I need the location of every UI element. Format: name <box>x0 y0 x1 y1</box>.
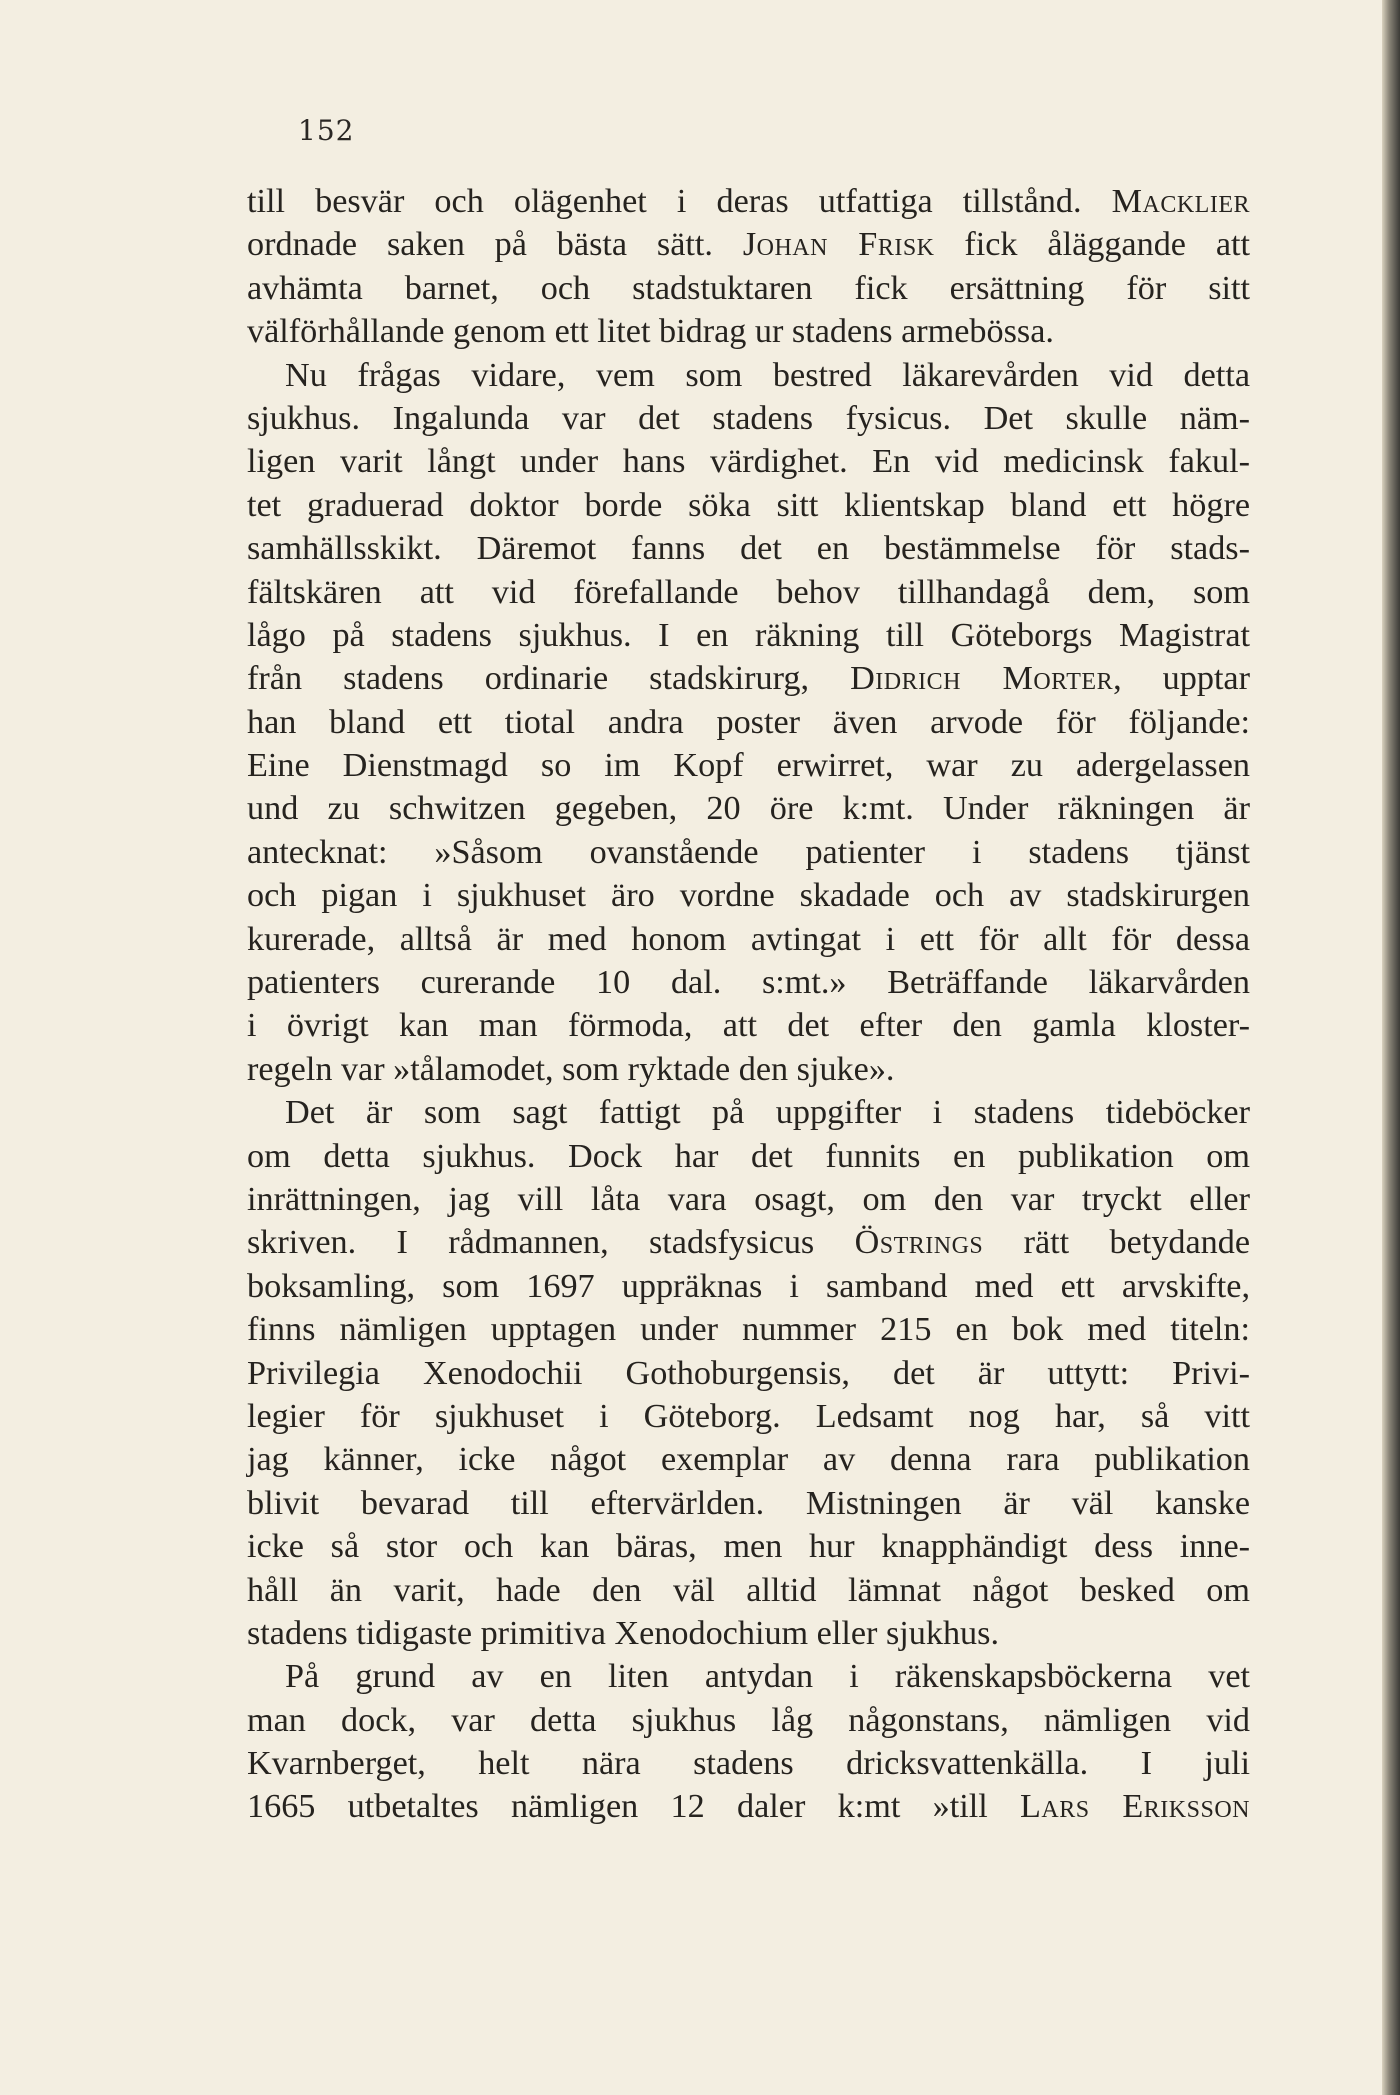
text-run: från stadens ordinarie stadskirurg, <box>247 660 851 698</box>
text-line <box>247 1265 1250 1308</box>
text-run: stadens tidigaste primitiva Xenodochium eller sjukhus. <box>247 1614 999 1652</box>
text-line <box>247 657 1250 700</box>
text-line <box>247 440 1250 483</box>
text-line <box>247 267 1250 310</box>
text-line <box>247 1048 1250 1091</box>
text-line <box>247 701 1250 744</box>
name-small-caps: Johan Frisk <box>742 226 935 264</box>
text-run: Eine Dienstmagd so im Kopf erwirret, war zu adergelassen <box>247 747 1250 785</box>
text-run: skriven. I rådmannen, stadsfysicus <box>247 1224 855 1262</box>
text-line <box>247 961 1250 1004</box>
text-run: han bland ett tiotal andra poster även arvode för följande: <box>247 703 1250 741</box>
name-small-caps: Didrich Morter <box>850 660 1114 698</box>
text-line <box>247 1482 1250 1525</box>
text-run: fick åläggande att <box>934 226 1251 264</box>
text-line <box>247 180 1250 223</box>
name-small-caps: Lars Eriksson <box>1020 1788 1250 1826</box>
text-run: lågo på stadens sjukhus. I en räkning till Göteborgs Magistrat <box>247 616 1250 654</box>
text-run: , upptar <box>1113 660 1250 698</box>
text-run: tet graduerad doktor borde söka sitt klientskap bland ett högre <box>247 486 1250 524</box>
text-line <box>247 397 1250 440</box>
text-run: Det är som sagt fattigt på uppgifter i stadens tideböcker <box>285 1094 1250 1132</box>
text-line <box>247 354 1250 397</box>
text-run: fältskären att vid förefallande behov tillhandagå dem, som <box>247 573 1250 611</box>
text-run: man dock, var detta sjukhus låg någonstans, nämligen vid <box>247 1701 1250 1739</box>
text-run: rätt betydande <box>983 1224 1250 1262</box>
text-run: finns nämligen upptagen under nummer 215 en bok med titeln: <box>247 1311 1250 1349</box>
text-run: samhällsskikt. Däremot fanns det en bestämmelse för stads- <box>247 530 1250 568</box>
text-run: boksamling, som 1697 uppräknas i samband med ett arvskifte, <box>247 1267 1250 1305</box>
text-run: und zu schwitzen gegeben, 20 öre k:mt. Under räkningen är <box>247 790 1250 828</box>
text-line <box>247 1438 1250 1481</box>
text-line <box>247 1352 1250 1395</box>
text-line <box>247 310 1250 353</box>
text-line <box>247 1135 1250 1178</box>
text-line <box>247 1178 1250 1221</box>
text-line <box>247 831 1250 874</box>
text-line <box>247 1612 1250 1655</box>
text-line <box>247 1221 1250 1264</box>
text-run: legier för sjukhuset i Göteborg. Ledsamt nog har, så vitt <box>247 1397 1250 1435</box>
text-line <box>247 1785 1250 1828</box>
text-line <box>247 787 1250 830</box>
text-line <box>247 527 1250 570</box>
text-line <box>247 744 1250 787</box>
text-run: 1665 utbetaltes nämligen 12 daler k:mt »till <box>247 1788 1021 1826</box>
text-run: håll än varit, hade den väl alltid lämnat något besked om <box>247 1571 1250 1609</box>
text-line <box>247 1525 1250 1568</box>
text-run: välförhållande genom ett litet bidrag ur stadens armebössa. <box>247 313 1054 351</box>
text-run: ordnade saken på bästa sätt. <box>247 226 743 264</box>
text-run: avhämta barnet, och stadstuktaren fick ersättning för sitt <box>247 269 1250 307</box>
text-line <box>247 223 1250 266</box>
text-line <box>247 1699 1250 1742</box>
text-line <box>247 484 1250 527</box>
text-line <box>247 1091 1250 1134</box>
text-run: kurerade, alltså är med honom avtingat i ett för allt för dessa <box>247 920 1250 958</box>
text-run: patienters curerande 10 dal. s:mt.» Beträffande läkarvården <box>247 964 1250 1002</box>
text-run: i övrigt kan man förmoda, att det efter den gamla kloster- <box>247 1007 1250 1045</box>
text-line <box>247 571 1250 614</box>
text-run: Nu frågas vidare, vem som bestred läkarevården vid detta <box>285 356 1250 394</box>
text-line <box>247 874 1250 917</box>
text-run: till besvär och olägenhet i deras utfattiga tillstånd. <box>247 183 1112 220</box>
body-text <box>247 180 1250 1829</box>
name-small-caps: Östrings <box>854 1224 984 1262</box>
text-run: ligen varit långt under hans värdighet. En vid medicinsk fakul- <box>247 443 1250 481</box>
text-run: På grund av en liten antydan i räkenskapsböckerna vet <box>285 1658 1250 1696</box>
text-line <box>247 614 1250 657</box>
text-run: icke så stor och kan bäras, men hur knapphändigt dess inne- <box>247 1528 1250 1566</box>
text-run: och pigan i sjukhuset äro vordne skadade och av stadskirurgen <box>247 877 1250 915</box>
text-line <box>247 1395 1250 1438</box>
text-run: Kvarnberget, helt nära stadens dricksvattenkälla. I juli <box>247 1745 1250 1783</box>
text-run: sjukhus. Ingalunda var det stadens fysicus. Det skulle näm- <box>247 399 1250 437</box>
text-line <box>247 1655 1250 1698</box>
text-line <box>247 918 1250 961</box>
text-run: blivit bevarad till eftervärlden. Mistningen är väl kanske <box>247 1484 1250 1522</box>
text-run: antecknat: »Såsom ovanstående patienter i stadens tjänst <box>247 833 1250 871</box>
text-line <box>247 1004 1250 1047</box>
text-line <box>247 1742 1250 1785</box>
name-small-caps: Macklier <box>1111 183 1250 220</box>
text-run: inrättningen, jag vill låta vara osagt, om den var tryckt eller <box>247 1180 1250 1218</box>
page-edge-shadow <box>1382 0 1400 2095</box>
text-line <box>247 1569 1250 1612</box>
text-run: om detta sjukhus. Dock har det funnits en publikation om <box>247 1137 1250 1175</box>
text-run: Privilegia Xenodochii Gothoburgensis, det är uttytt: Privi- <box>247 1354 1250 1392</box>
page-number: 152 <box>298 114 355 147</box>
text-line <box>247 1308 1250 1351</box>
text-run: jag känner, icke något exemplar av denna rara publikation <box>247 1441 1250 1479</box>
text-run: regeln var »tålamodet, som ryktade den sjuke». <box>247 1050 895 1088</box>
